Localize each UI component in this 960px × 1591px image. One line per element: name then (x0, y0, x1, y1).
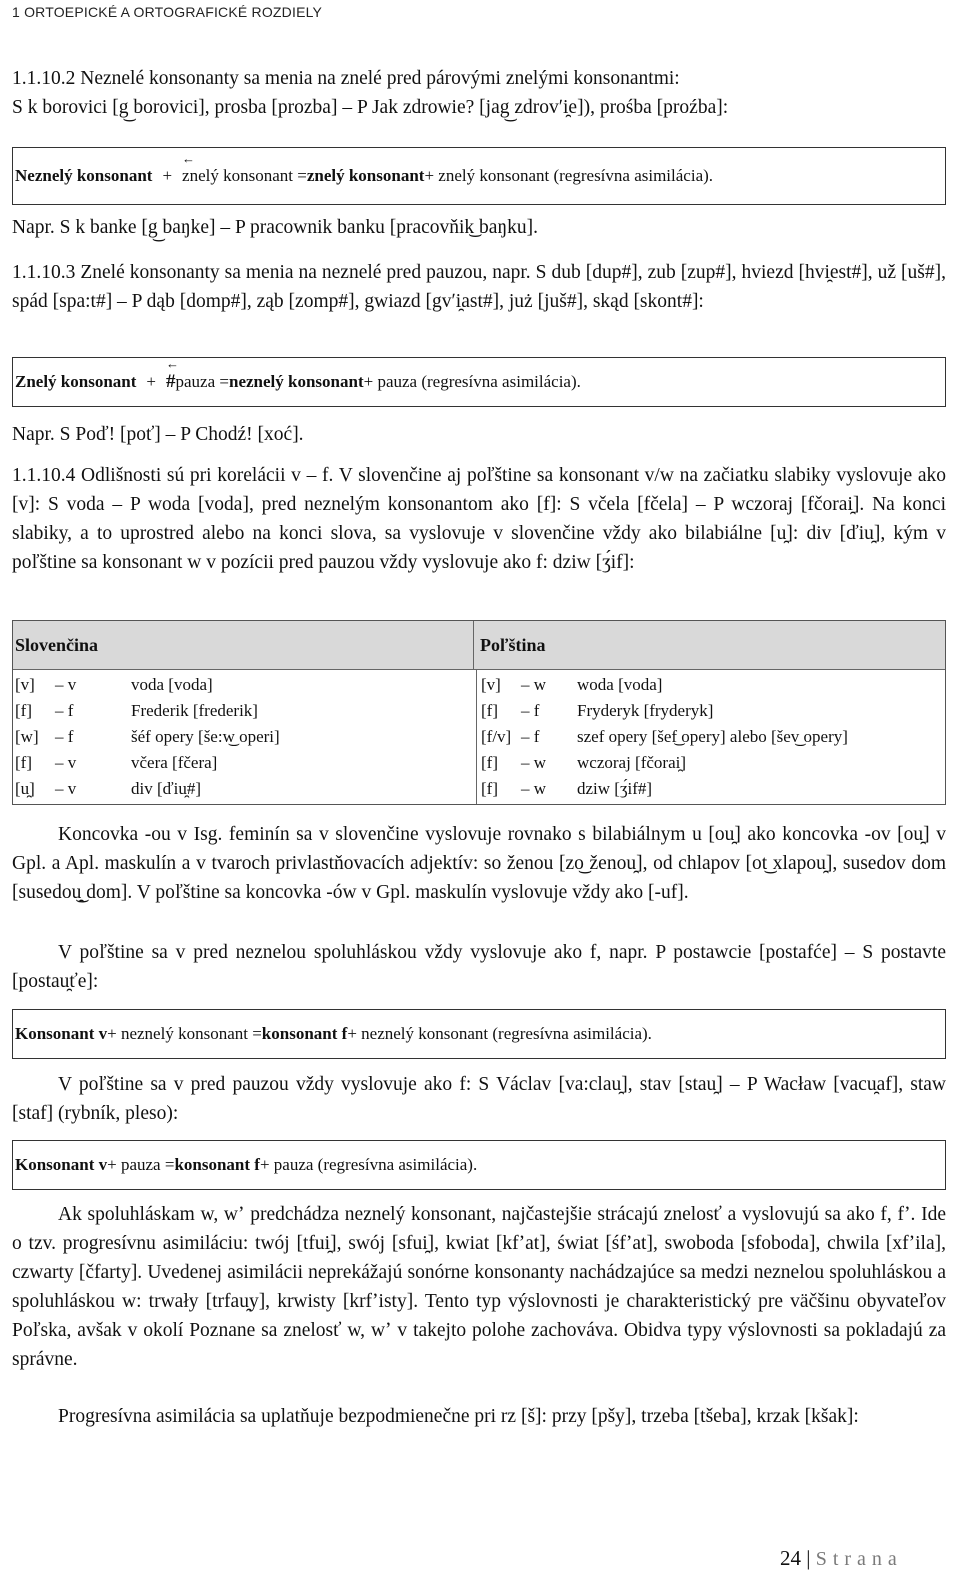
example-cell: šéf opery [še:w͜ operi] (131, 727, 280, 746)
table-row (477, 724, 945, 750)
sound-cell: [v] (15, 675, 35, 694)
letter-cell: – w (521, 779, 547, 798)
table-row (13, 750, 476, 776)
sound-cell: [f] (481, 779, 498, 798)
rule-4-term-d: + pauza (regresívna asimilácia). (259, 1155, 478, 1174)
paragraph-progressive-assimilation: Ak spoluhláskam w, wʼ predchádza neznelý konsonant, najčastejšie strácajú znelosť a vyslovujú sa ako f, fʼ. Ide o tzv. progresívnu asimiláciu: twój [tfui̯], swój [sfui̯], kwiat [kfʼat], świat [śfʼat], swoboda [sfoboda], chwila [xfʼila], czwarty [čfarty]. Uvedenej asimilácii neprekážajú sonórne konsonanty nachádzajúce sa medzi neznelou spoluhláskou a spoluhláskou w: trwały [trfau̯y], krwisty [krfʼisty]. Tento typ výslovnosti je charakteristický pre väčšinu obyvateľov Poľska, avšak v okolí Poznane sa znelosť w, wʼ v takejto polohe zachováva. Obidva typy výslovnosti sa pokladajú za správne. (12, 1204, 946, 1370)
rule-1-term-a: Neznelý konsonant (15, 166, 153, 185)
rule-3-term-d: + neznelý konsonant (regresívna asimilácia). (347, 1024, 652, 1043)
rule-box-2 (12, 357, 946, 407)
letter-cell: – f (55, 701, 74, 720)
footer-label: Strana (815, 1548, 903, 1570)
rule-2-plus: + (146, 372, 157, 391)
running-header: 1 ORTOEPICKÉ A ORTOGRAFICKÉ ROZDIELY (12, 4, 323, 20)
left-arrow-icon: ← (182, 151, 196, 166)
sound-cell: [f] (481, 753, 498, 772)
table-row (477, 672, 945, 698)
sound-cell: [f] (15, 753, 32, 772)
letter-cell: – v (55, 753, 77, 772)
left-arrow-icon: ← (166, 356, 180, 371)
rule-3-term-c: konsonant f (261, 1024, 348, 1043)
example-cell: wczoraj [fčorai̯] (577, 753, 687, 772)
paragraph-v-before-voiceless: V poľštine sa v pred neznelou spoluhláskou vždy vyslovuje ako f, napr. P postawcie [postafće] – S postavte [postau̯ťe]: (12, 942, 946, 992)
letter-cell: – f (521, 701, 540, 720)
example-2: Napr. S Poď! [poť] – P Chodź! [xoć]. (12, 424, 304, 445)
rule-3-term-a: Konsonant v (15, 1024, 108, 1043)
sound-cell: [f] (15, 701, 32, 720)
polish-column (477, 670, 945, 804)
section-1-1-10-2 (12, 64, 946, 122)
table-body (13, 670, 945, 804)
table-row (477, 750, 945, 776)
section-2-line-2: S k borovici [g͜ borovici], prosba [prozba] – P Jak zdrowie? [jag͜ zdrovʹi̯e]), prośba [proźba]: (12, 97, 729, 118)
pause-hash: # (166, 371, 176, 392)
letter-cell: – v (55, 675, 77, 694)
rule-2-arrow-wrap (166, 356, 180, 393)
example-cell: dziw [ʒ́if#] (577, 779, 653, 798)
page-footer (780, 1546, 903, 1571)
example-cell: szef opery [šef͜ opery] alebo [šev͜ opery] (577, 727, 848, 746)
example-cell: včera [fčera] (131, 753, 218, 772)
rule-2-term-b: pauza = (175, 372, 229, 391)
sound-cell: [f] (481, 701, 498, 720)
rule-2-term-c: neznelý konsonant (229, 372, 364, 391)
rule-1-term-b: znelý konsonant = (182, 166, 307, 185)
example-cell: div [ďiu̯#] (131, 779, 202, 798)
sound-cell: [f/v] (481, 727, 512, 746)
rule-4-term-a: Konsonant v (15, 1155, 108, 1174)
letter-cell: – w (521, 675, 547, 694)
paragraph-v-before-pause: V poľštine sa v pred pauzou vždy vyslovuje ako f: S Václav [va:clau̯], stav [stau̯] – P Wacław [vacu̯af], staw [staf] (rybník, pleso): (12, 1074, 946, 1124)
rule-3-term-b: + neznelý konsonant = (107, 1024, 262, 1043)
example-1: Napr. S k banke [g͜ baŋke] – P pracownik banku [pracovňik͜ baŋku]. (12, 217, 538, 238)
rule-4-term-c: konsonant f (174, 1155, 260, 1174)
rule-1-term-d: + znelý konsonant (regresívna asimilácia). (424, 166, 714, 185)
example-cell: woda [voda] (577, 675, 663, 694)
rule-box-3 (12, 1009, 946, 1059)
letter-cell: – f (55, 727, 74, 746)
letter-cell: – v (55, 779, 77, 798)
rule-1-arrow-wrap (182, 151, 307, 186)
section-2-line-1: 1.1.10.2 Neznelé konsonanty sa menia na znelé pred párovými znelými konsonantmi: (12, 68, 680, 89)
sound-cell: [v] (481, 675, 501, 694)
paragraph-rz: Progresívna asimilácia sa uplatňuje bezpodmienečne pri rz [š]: przy [pšy], trzeba [tšeba], krzak [kšak]: (58, 1406, 859, 1427)
rule-2-term-d: + pauza (regresívna asimilácia). (363, 372, 581, 391)
section-1-1-10-4: 1.1.10.4 Odlišnosti sú pri korelácii v – f. V slovenčine aj poľštine sa konsonant v/w na začiatku slabiky vyslovuje ako [v]: S voda – P woda [voda], pred neznelým konsonantom ako [f]: S včela [fčela] – P wczoraj [fčorai̯]. Na konci slabiky, a to uprostred alebo na konci slova, sa vyslovuje v slovenčine vždy ako bilabiálne [u̯]: div [ďiu̯], kým v poľštine sa konsonant w v pozícii pred pauzou vždy vyslovuje ako f: dziw [ʒ́if]: (12, 465, 946, 573)
rule-4-term-b: + pauza = (107, 1155, 175, 1174)
paragraph-ou-ending: Koncovka -ou v Isg. feminín sa v slovenčine vyslovuje rovnako s bilabiálnym u [ou̯] ako koncovka -ov [ou̯] v Gpl. a Apl. maskulín a v tvaroch privlastňovacích adjektív: so ženou [zo͜ ženou̯], od chlapov [ot͜ xlapou̯], susedov dom [susedou̯͜ dom]. V poľštine sa koncovka -ów v Gpl. maskulín vyslovuje vždy ako [-uf]. (12, 824, 946, 903)
table-row (477, 776, 945, 802)
rule-1-plus: + (162, 166, 173, 185)
rule-2-term-a: Znelý konsonant (15, 372, 137, 391)
table-header-slovak: Slovenčina (13, 621, 474, 669)
slovak-column (13, 670, 477, 804)
rule-1-term-c: znelý konsonant (306, 166, 425, 185)
table-row (477, 698, 945, 724)
table-header (13, 621, 945, 670)
rule-box-1 (12, 147, 946, 205)
letter-cell: – w (521, 753, 547, 772)
rule-box-4 (12, 1140, 946, 1190)
page-number: 24 (780, 1546, 801, 1570)
correspondence-table (12, 620, 946, 805)
sound-cell: [u̯] (15, 779, 35, 798)
example-cell: Frederik [frederik] (131, 701, 258, 720)
table-row (13, 724, 476, 750)
table-header-polish: Poľština (480, 634, 546, 655)
example-cell: voda [voda] (131, 675, 213, 694)
section-1-1-10-3: 1.1.10.3 Znelé konsonanty sa menia na neznelé pred pauzou, napr. S dub [dup#], zub [zup#], hviezd [hvi̯est#], už [uš#], spád [spa:t#] – P dąb [domp#], ząb [zomp#], gwiazd [gvʹi̯ast#], już [juš#], skąd [skont#]: (12, 262, 946, 312)
table-row (13, 672, 476, 698)
example-cell: Fryderyk [fryderyk] (577, 701, 714, 720)
footer-separator: | (801, 1546, 816, 1570)
letter-cell: – f (521, 727, 540, 746)
table-row (13, 776, 476, 802)
table-row (13, 698, 476, 724)
sound-cell: [w] (15, 727, 39, 746)
